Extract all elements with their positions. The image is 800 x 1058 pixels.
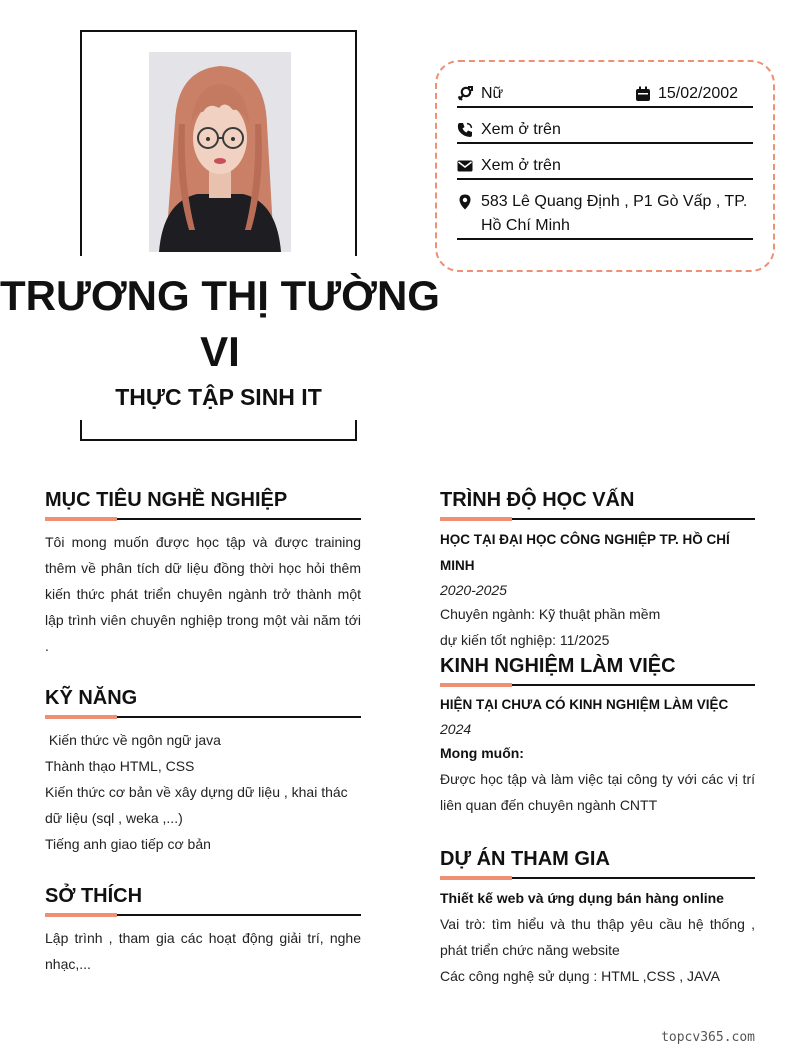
education-period: 2020-2025	[440, 582, 507, 598]
skills-list	[45, 727, 361, 857]
education-graduation: dự kiến tốt nghiệp: 11/2025	[440, 632, 610, 648]
contact-phone-row	[457, 118, 753, 144]
email-value: Xem ở trên	[481, 157, 561, 174]
project-name: Thiết kế web và ứng dụng bán hàng online	[440, 890, 724, 906]
projects-divider	[440, 877, 755, 879]
contact-email-row	[457, 154, 753, 180]
experience-wish-text: Được học tập và làm việc tại công ty với các vị trí liên quan đến chuyên ngành CNTT	[440, 771, 755, 813]
experience-title: KINH NGHIỆM LÀM VIỆC	[440, 655, 676, 677]
address-value: 583 Lê Quang Định , P1 Gò Vấp , TP. Hồ Chí Minh	[481, 193, 748, 234]
phone-icon	[457, 122, 473, 138]
gender-icon	[457, 86, 473, 102]
objective-title: MỤC TIÊU NGHỀ NGHIỆP	[45, 489, 288, 511]
experience-year: 2024	[440, 721, 472, 737]
contact-gender-row	[457, 82, 753, 108]
phone-value: Xem ở trên	[481, 121, 561, 138]
candidate-position: THỰC TẬP SINH IT	[115, 384, 322, 410]
project-tech: Các công nghệ sử dụng : HTML ,CSS , JAVA	[440, 968, 720, 984]
contact-address-row	[457, 190, 753, 240]
experience-divider	[440, 684, 755, 686]
company-name: HIỆN TẠI CHƯA CÓ KINH NGHIỆM LÀM VIỆC	[440, 697, 729, 712]
birthday-value: 15/02/2002	[658, 85, 739, 102]
hobbies-divider	[45, 914, 361, 916]
skills-title: KỸ NĂNG	[45, 687, 138, 709]
skill-item: Thành thạo HTML, CSS	[45, 758, 195, 774]
gender-value: Nữ	[481, 85, 504, 102]
projects-block	[440, 885, 755, 989]
location-pin-icon	[457, 194, 473, 210]
calendar-icon	[635, 86, 651, 102]
hobbies-title: SỞ THÍCH	[45, 885, 143, 907]
objective-divider	[45, 518, 361, 520]
watermark: topcv365.com	[661, 1030, 755, 1045]
skill-item: Kiến thức cơ bản về xây dựng dữ liệu , khai thác dữ liệu (sql , weka ,...)	[45, 784, 348, 826]
profile-photo	[149, 52, 291, 252]
education-divider	[440, 518, 755, 520]
education-major: Chuyên ngành: Kỹ thuật phần mềm	[440, 606, 661, 622]
skills-divider	[45, 716, 361, 718]
experience-block	[440, 692, 755, 818]
education-block	[440, 527, 755, 653]
hobbies-text: Lập trình , tham gia các hoạt động giải trí, nghe nhạc,...	[45, 930, 361, 972]
objective-text: Tôi mong muốn được học tập và được training thêm về phân tích dữ liệu đồng thời học hỏi thêm kiến thức phát triển chuyên ngành trở thành một lập trình viên chuyên nghiệp trong một vài năm tới .	[45, 534, 361, 654]
portrait-image	[149, 52, 291, 252]
candidate-name: TRƯƠNG THỊ TƯỜNG VI	[0, 272, 440, 375]
skill-item: Tiếng anh giao tiếp cơ bản	[45, 836, 211, 852]
projects-title: DỰ ÁN THAM GIA	[440, 848, 610, 870]
education-title: TRÌNH ĐỘ HỌC VẤN	[440, 489, 635, 511]
skill-item: Kiến thức về ngôn ngữ java	[45, 732, 221, 748]
envelope-icon	[457, 158, 473, 174]
experience-wish-label: Mong muốn:	[440, 745, 524, 761]
photo-frame-bottom	[80, 420, 357, 441]
school-name: HỌC TẠI ĐẠI HỌC CÔNG NGHIỆP TP. HỒ CHÍ MINH	[440, 532, 730, 573]
project-role: Vai trò: tìm hiểu và thu thập yêu cầu hệ thống , phát triển chức năng website	[440, 916, 755, 958]
